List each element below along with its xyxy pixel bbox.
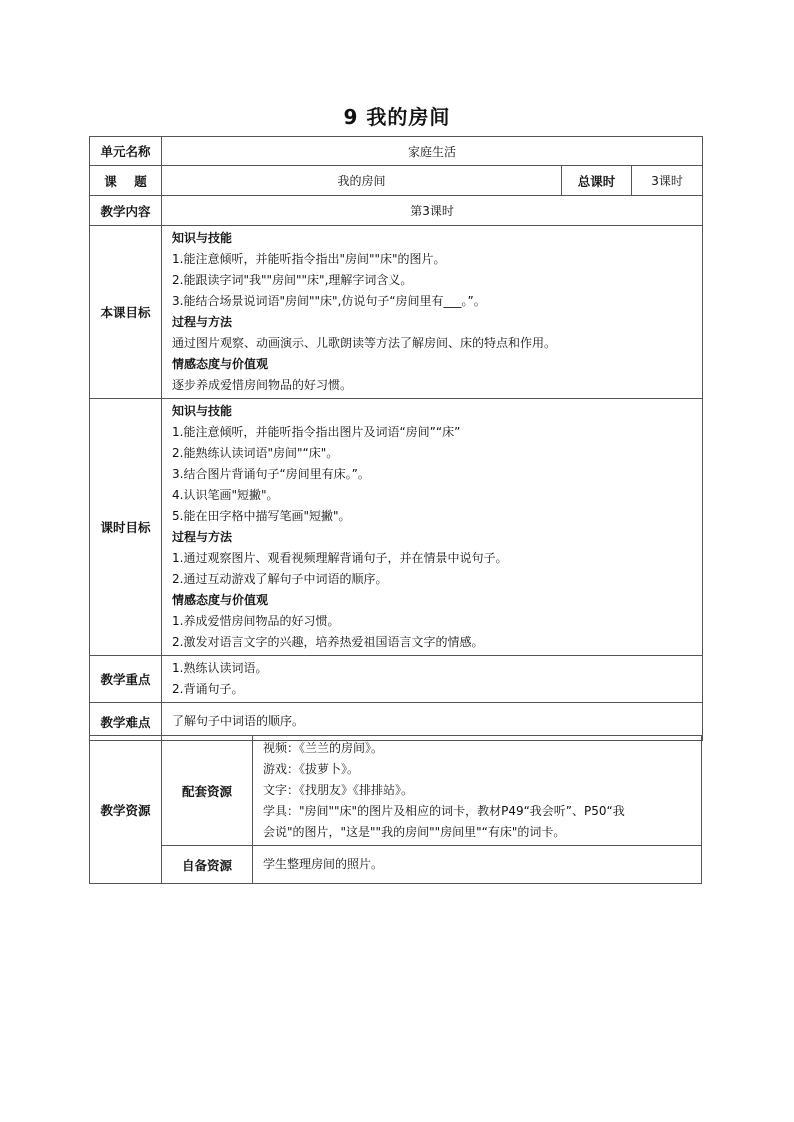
resource-line: 文字：《找朋友》《排排站》。 <box>263 783 414 797</box>
section-heading: 情感态度与价值观 <box>172 593 269 607</box>
goal-line: 1.能注意倾听，并能听指令指出"房间""床"的图片。 <box>172 252 446 266</box>
course-goals-row <box>90 226 703 399</box>
matched-resources-row <box>90 736 702 846</box>
goal-line: 4.认识笔画"短撇"。 <box>172 488 279 502</box>
goal-line: 逐步养成爱惜房间物品的好习惯。 <box>172 378 353 392</box>
resource-line: 游戏：《拔萝卜》。 <box>263 762 360 776</box>
key-points-content <box>162 656 703 703</box>
course-goals-content <box>162 226 703 399</box>
key-points-label: 教学重点 <box>90 656 162 703</box>
unit-row <box>90 137 703 166</box>
unit-label: 单元名称 <box>90 137 162 166</box>
self-resources-value: 学生整理房间的照片。 <box>263 857 384 871</box>
section-heading: 过程与方法 <box>172 315 233 329</box>
difficulty-label: 教学难点 <box>90 703 162 741</box>
goal-line: 3.结合图片背诵句子“房间里有床。”。 <box>172 467 370 481</box>
goal-line: 2.能跟读字词"我""房间""床",理解字词含义。 <box>172 273 413 287</box>
goal-line: 2.通过互动游戏了解句子中词语的顺序。 <box>172 572 388 586</box>
goal-line: 1.养成爱惜房间物品的好习惯。 <box>172 614 340 628</box>
lesson-label: 课 题 <box>90 166 162 196</box>
period-goals-row <box>90 399 703 656</box>
lesson-row <box>90 166 703 196</box>
resources-label: 教学资源 <box>90 736 162 884</box>
self-resources-content <box>253 846 702 884</box>
period-goals-label: 课时目标 <box>90 399 162 656</box>
resource-line: 视频：《兰兰的房间》。 <box>263 741 384 755</box>
resources-table <box>89 735 702 884</box>
content-value: 第3课时 <box>162 196 703 226</box>
goal-line: 3.能结合场景说词语"房间""床",仿说句子“房间里有___。”。 <box>172 294 486 308</box>
content-label: 教学内容 <box>90 196 162 226</box>
course-goals-label: 本课目标 <box>90 226 162 399</box>
goal-line: 2.激发对语言文字的兴趣，培养热爱祖国语言文字的情感。 <box>172 635 484 649</box>
goal-line: 5.能在田字格中描写笔画"短撇"。 <box>172 509 351 523</box>
key-point-line: 1.熟练认读词语。 <box>172 661 268 675</box>
period-goals-content <box>162 399 703 656</box>
section-heading: 知识与技能 <box>172 404 233 418</box>
page-title: 9 我的房间 <box>343 105 451 129</box>
lesson-plan-table <box>89 136 703 741</box>
section-heading: 情感态度与价值观 <box>172 357 269 371</box>
goal-line: 通过图片观察、动画演示、儿歌朗读等方法了解房间、床的特点和作用。 <box>172 336 557 350</box>
content-row <box>90 196 703 226</box>
goal-line: 1.能注意倾听，并能听指令指出图片及词语“房间”“床” <box>172 425 461 439</box>
section-heading: 知识与技能 <box>172 231 233 245</box>
lesson-value: 我的房间 <box>162 166 562 196</box>
goal-line: 2.能熟练认读词语"房间"“床"。 <box>172 446 339 460</box>
section-heading: 过程与方法 <box>172 530 233 544</box>
goal-line: 1.通过观察图片、观看视频理解背诵句子，并在情景中说句子。 <box>172 551 508 565</box>
unit-value: 家庭生活 <box>162 137 703 166</box>
matched-resources-content <box>253 736 702 846</box>
resource-line: 学具："房间""床"的图片及相应的词卡，教材P49“我会听”、P50“我 <box>263 804 625 818</box>
resource-line: 会说"的图片，"这是""我的房间""房间里"“有床"的词卡。 <box>263 825 566 839</box>
difficulty-value: 了解句子中词语的顺序。 <box>172 714 305 728</box>
total-hours-label: 总课时 <box>562 166 632 196</box>
key-points-row <box>90 656 703 703</box>
self-resources-row <box>90 846 702 884</box>
self-resources-label: 自备资源 <box>162 846 253 884</box>
key-point-line: 2.背诵句子。 <box>172 682 244 696</box>
matched-resources-label: 配套资源 <box>162 736 253 846</box>
total-hours-value: 3课时 <box>632 166 703 196</box>
